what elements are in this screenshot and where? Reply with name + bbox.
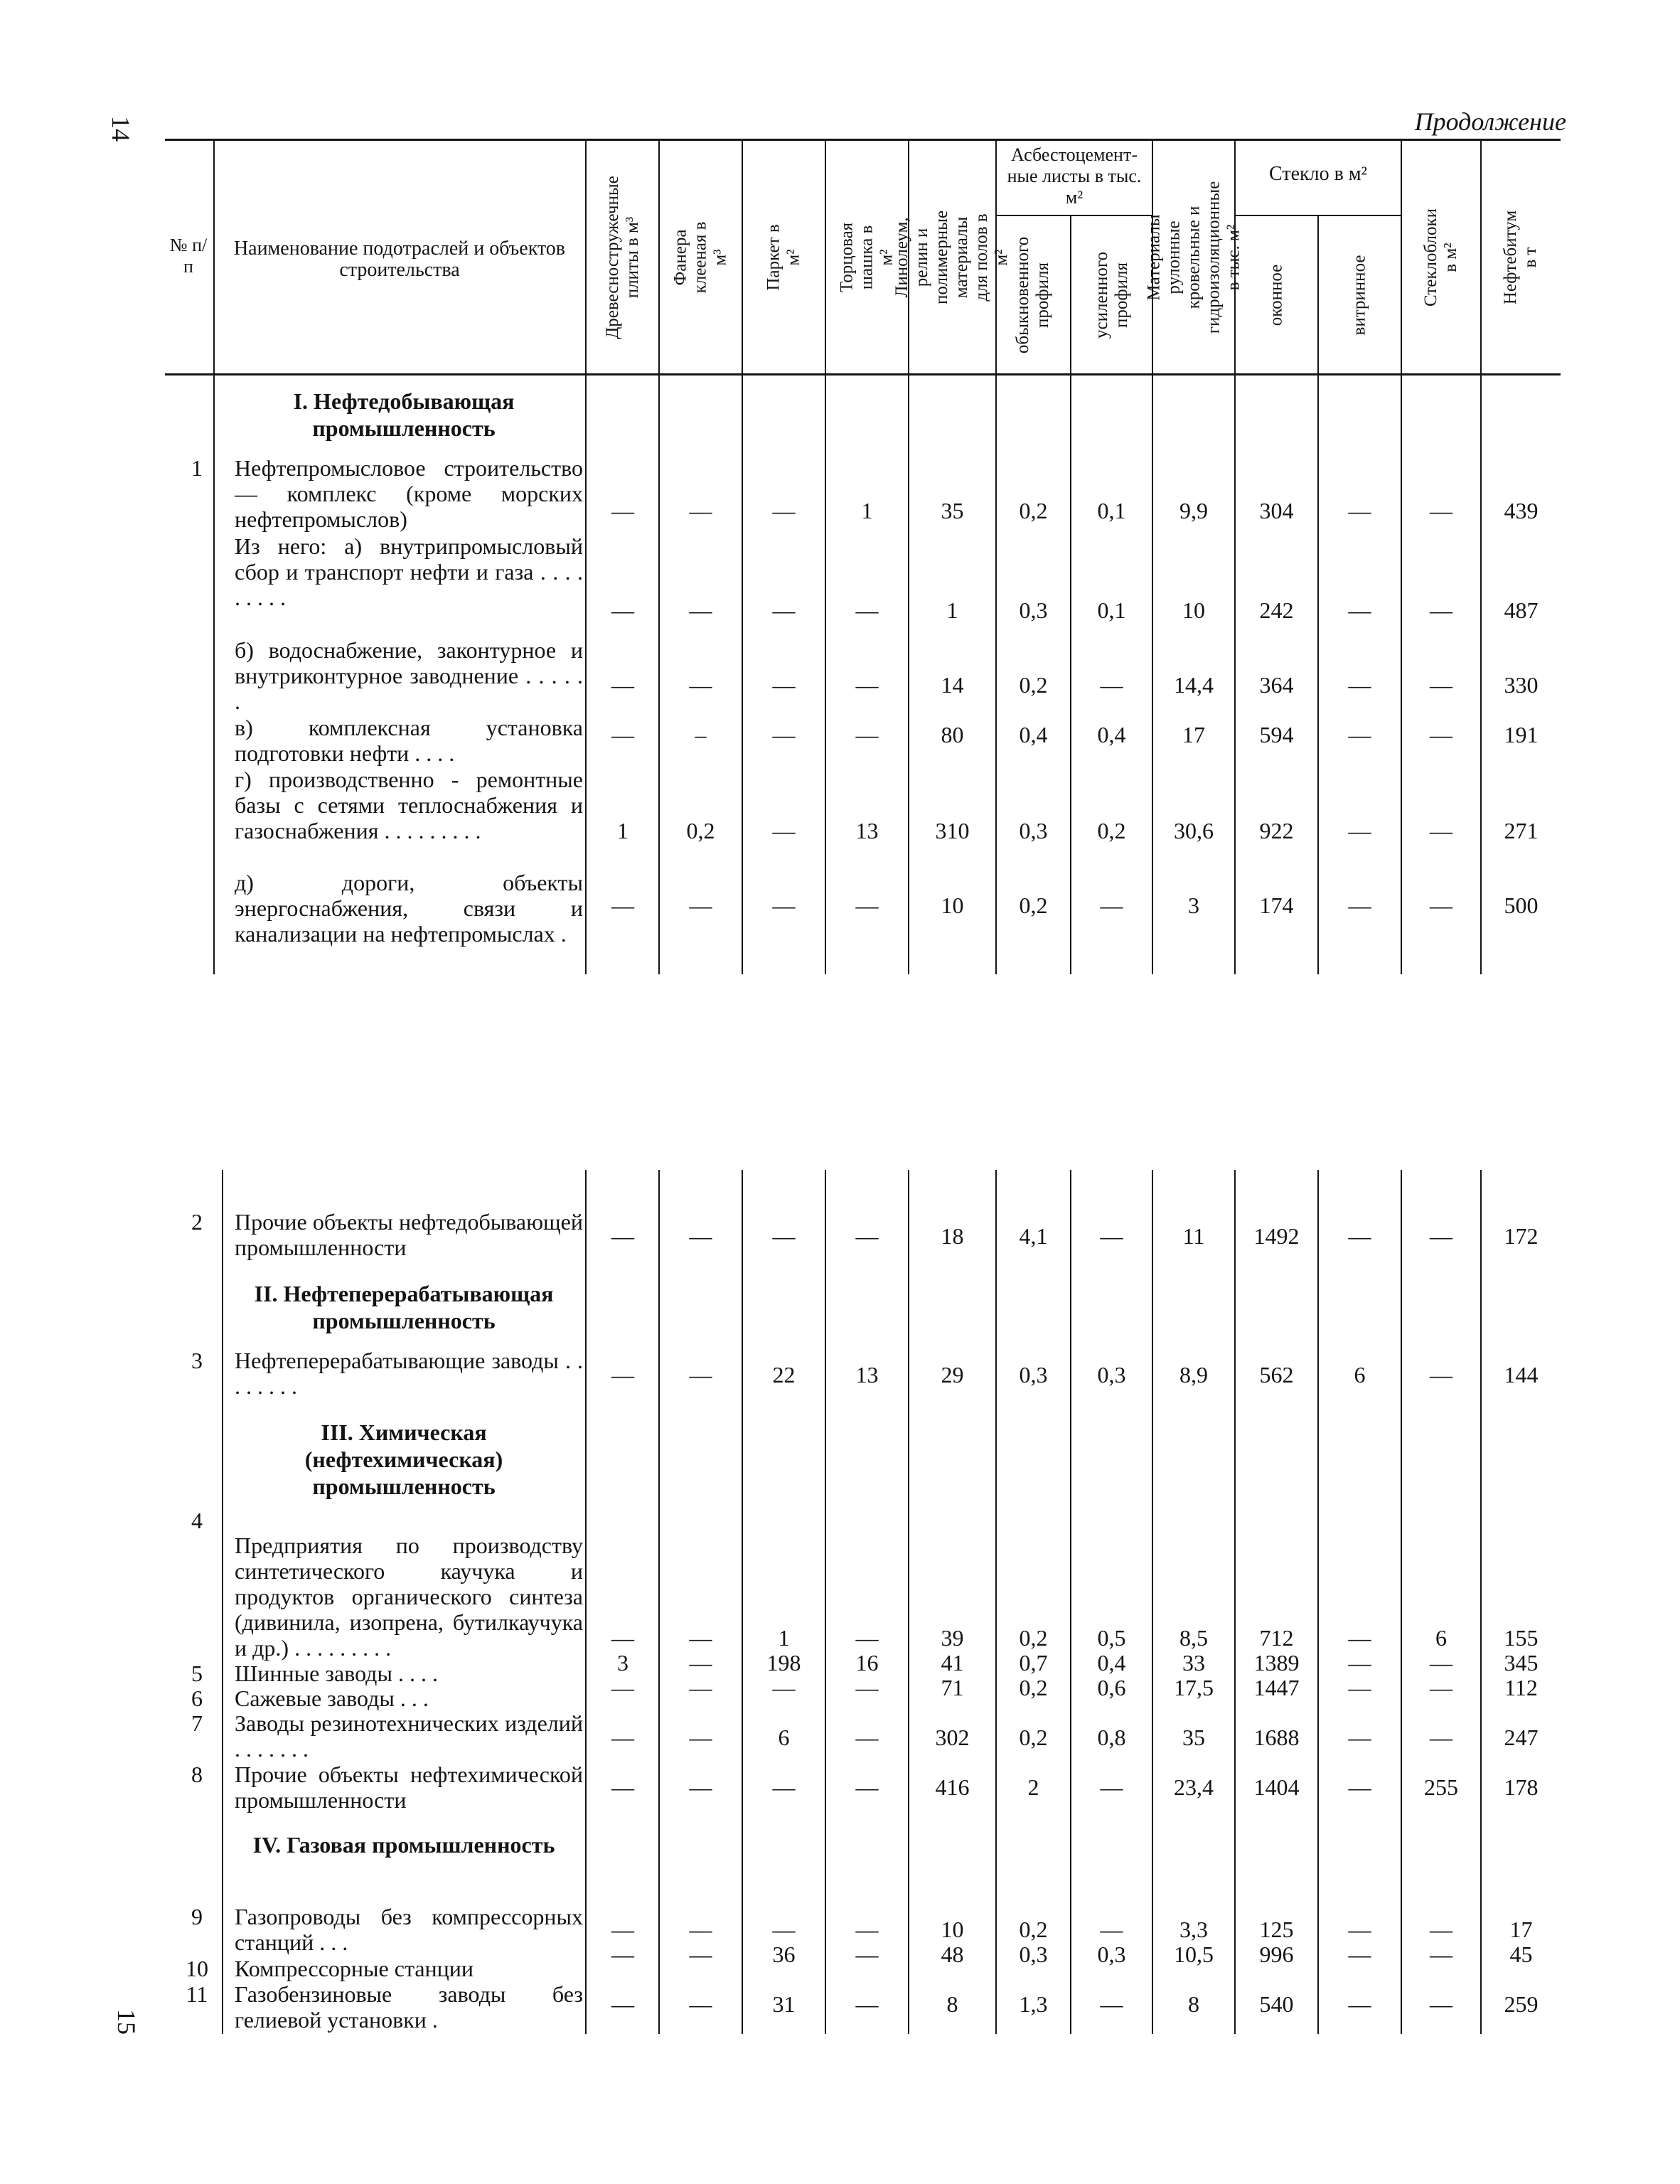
table-cell: 33 [1182, 1650, 1205, 1676]
table-cell: — [689, 1774, 712, 1800]
table-cell: 13 [855, 1362, 879, 1387]
table-cell: — [1348, 1725, 1371, 1750]
table-cell: 36 [772, 1941, 796, 1967]
table-cell: 0,4 [1097, 722, 1126, 747]
table-cell: — [1100, 1917, 1123, 1942]
row-name: Нефтеперерабатывающие заводы . . . . . . . . [235, 1348, 583, 1399]
table-cell: — [689, 1625, 712, 1651]
row-name: Компрессорные станции [235, 1956, 474, 1981]
table-cell: — [689, 1650, 712, 1676]
table-cell: — [689, 1362, 712, 1387]
header-col-7: усиленного профиля [1091, 251, 1131, 339]
table-cell: — [1100, 1991, 1123, 2017]
table-cell: — [855, 893, 879, 918]
table-cell: — [772, 1917, 796, 1942]
table-cell: 0,5 [1097, 1625, 1126, 1651]
header-col-2: Фанера клееная в м³ [670, 221, 730, 293]
row-name: б) водоснабжение, законтурное и внутриконтурное заводнение . . . . . . [235, 637, 583, 714]
table-cell: — [772, 498, 796, 523]
table-cell: 174 [1259, 893, 1294, 918]
table-cell: 6 [778, 1725, 790, 1750]
table-cell: 1688 [1253, 1725, 1300, 1750]
table-cell: 242 [1259, 597, 1294, 623]
table-cell: — [1348, 1941, 1371, 1967]
table-cell: 17 [1509, 1917, 1533, 1942]
table-cell: — [1348, 1917, 1371, 1942]
section-heading: I. Нефтедобывающая промышленность [293, 388, 515, 441]
header-bottom-rule [165, 373, 1561, 375]
table-cell: — [772, 1774, 796, 1800]
table-cell: 0,3 [1019, 1362, 1048, 1387]
body-vline [995, 1170, 997, 2034]
table-cell: — [855, 1625, 879, 1651]
table-cell: — [855, 1941, 879, 1967]
table-cell: — [1348, 722, 1371, 747]
table-cell: 29 [941, 1362, 964, 1387]
table-cell: — [1348, 1625, 1371, 1651]
table-cell: — [855, 672, 879, 698]
table-cell: 23,4 [1174, 1774, 1214, 1800]
section-heading: III. Химическая (нефтехимическая) промышленность [304, 1419, 503, 1499]
table-cell: — [1430, 1362, 1452, 1387]
hdr-vline [585, 141, 587, 375]
header-col-1: Древесностружечные плиты в м³ [603, 175, 642, 339]
table-cell: 3,3 [1179, 1917, 1208, 1942]
table-cell: — [611, 1917, 634, 1942]
row-number: 2 [191, 1209, 203, 1235]
table-cell: — [855, 1917, 879, 1942]
row-number: 9 [191, 1904, 203, 1929]
table-cell: 0,1 [1097, 597, 1126, 623]
row-name: Сажевые заводы . . . [235, 1685, 429, 1711]
table-cell: 191 [1504, 722, 1539, 747]
table-cell: 35 [1182, 1725, 1205, 1750]
table-cell: — [611, 1991, 634, 2017]
table-cell: — [1348, 1774, 1371, 1800]
table-cell: — [1348, 1991, 1371, 2017]
table-cell: 144 [1504, 1362, 1539, 1387]
table-cell: 1 [861, 498, 873, 523]
table-cell: 198 [766, 1650, 801, 1676]
table-cell: 0,3 [1019, 597, 1048, 623]
header-name: Наименование подотраслей и объектов строительства [233, 238, 566, 281]
table-cell: — [772, 893, 796, 918]
table-cell: — [611, 893, 634, 918]
table-cell: — [689, 1941, 712, 1967]
table-cell: 9,9 [1179, 498, 1208, 523]
table-cell: — [855, 1223, 879, 1249]
row-name: д) дороги, объекты энергоснабжения, связи и канализации на нефтепромыслах . [235, 870, 583, 947]
table-cell: — [1430, 1675, 1452, 1700]
header-asbestos-group: Асбестоцемент-ные листы в тыс. м² [1007, 144, 1142, 208]
header-col-4: Торцовая шашка в м² [837, 222, 897, 292]
table-cell: — [689, 1917, 712, 1942]
table-cell: — [1348, 498, 1371, 523]
row-number: 6 [191, 1685, 203, 1711]
body-vline [1480, 1170, 1482, 2034]
table-cell: 487 [1504, 597, 1539, 623]
table-cell: 14,4 [1174, 672, 1214, 698]
table-cell: — [1348, 818, 1371, 843]
table-cell: — [611, 1725, 634, 1750]
table-cell: — [1430, 1991, 1452, 2017]
table-cell: — [689, 1991, 712, 2017]
header-glass-group: Стекло в м² [1269, 163, 1367, 185]
continuation-label: Продолжение [1414, 107, 1566, 136]
table-cell: — [772, 1675, 796, 1700]
row-number: 10 [186, 1956, 208, 1981]
table-cell: 18 [941, 1223, 964, 1249]
table-cell: — [1100, 1774, 1123, 1800]
table-cell: — [1430, 722, 1452, 747]
table-cell: — [1430, 672, 1452, 698]
row-number: 5 [191, 1661, 203, 1686]
table-cell: 416 [935, 1774, 970, 1800]
table-cell: 22 [772, 1362, 796, 1387]
table-cell: 10 [941, 1917, 964, 1942]
table-cell: 0,2 [1019, 498, 1048, 523]
table-cell: 1389 [1253, 1650, 1300, 1676]
table-cell: 0,3 [1019, 818, 1048, 843]
table-cell: — [1348, 672, 1371, 698]
table-cell: 11 [1182, 1223, 1205, 1249]
table-cell: — [1348, 597, 1371, 623]
table-cell: 0,2 [686, 818, 715, 843]
table-cell: — [855, 722, 879, 747]
right-page-number: 15 [112, 2009, 141, 2035]
table-cell: — [611, 672, 634, 698]
header-col-12: Нефтебитум в т [1501, 210, 1541, 304]
row-name: г) производственно - ремонтные базы с сетями теплоснабжения и газоснабжения . . . . . . . . . [235, 767, 583, 843]
table-cell: 10 [941, 893, 964, 918]
row-name: Нефтепромысловое строительство — комплекс (кроме морских нефтепромыслов) [235, 455, 583, 532]
table-cell: 8,5 [1179, 1625, 1208, 1651]
table-cell: 0,4 [1097, 1650, 1126, 1676]
body-vline [658, 1170, 660, 2034]
table-cell: 0,2 [1019, 1625, 1048, 1651]
table-cell: — [1430, 893, 1452, 918]
body-vline [908, 1170, 909, 2034]
table-cell: 45 [1509, 1941, 1533, 1967]
table-cell: — [611, 1675, 634, 1700]
table-cell: 155 [1504, 1625, 1539, 1651]
header-col-10: витринное [1349, 255, 1369, 335]
table-cell: — [1430, 1223, 1452, 1249]
table-cell: 255 [1424, 1774, 1458, 1800]
table-cell: 996 [1259, 1941, 1294, 1967]
table-cell: 112 [1504, 1675, 1538, 1700]
row-number: 4 [191, 1508, 203, 1533]
table-cell: — [611, 722, 634, 747]
table-cell: 80 [941, 722, 964, 747]
header-col-8: Материалы рулонные кровельные и гидроизоляционные в тыс. м² [1144, 181, 1243, 334]
table-cell: 17 [1182, 722, 1205, 747]
body-vline [585, 375, 587, 974]
row-number: 1 [191, 455, 203, 481]
table-cell: — [689, 672, 712, 698]
table-cell: — [1348, 1650, 1371, 1676]
row-name: Заводы резинотехнических изделий . . . . . . . [235, 1710, 583, 1762]
table-cell: 0,2 [1019, 672, 1048, 698]
table-cell: 304 [1259, 498, 1294, 523]
table-cell: — [689, 1675, 712, 1700]
body-vline [742, 1170, 743, 2034]
table-cell: 0,3 [1019, 1941, 1048, 1967]
table-cell: 8,9 [1179, 1362, 1208, 1387]
table-cell: — [1100, 672, 1123, 698]
table-cell: 594 [1259, 722, 1294, 747]
table-cell: — [772, 722, 796, 747]
table-cell: — [611, 498, 634, 523]
table-cell: — [611, 1625, 634, 1651]
table-cell: 0,3 [1097, 1362, 1126, 1387]
table-cell: 330 [1504, 672, 1539, 698]
table-cell: 6 [1435, 1625, 1447, 1651]
table-cell: 1 [946, 597, 958, 623]
table-cell: 13 [855, 818, 879, 843]
row-number: 3 [191, 1348, 203, 1373]
table-cell: 439 [1504, 498, 1539, 523]
table-cell: 1492 [1253, 1223, 1300, 1249]
table-cell: 8 [946, 1991, 958, 2017]
table-cell: — [855, 597, 879, 623]
table-cell: 0,2 [1097, 818, 1126, 843]
table-cell: 10,5 [1174, 1941, 1214, 1967]
table-cell: 1 [778, 1625, 790, 1651]
table-cell: 712 [1259, 1625, 1294, 1651]
body-vline [825, 1170, 826, 2034]
table-cell: — [1430, 1725, 1452, 1750]
hdr-vline [213, 141, 215, 375]
table-cell: 0,2 [1019, 1725, 1048, 1750]
table-cell: 16 [855, 1650, 879, 1676]
table-cell: 17,5 [1174, 1675, 1214, 1700]
table-cell: — [1430, 1650, 1452, 1676]
table-cell: — [611, 597, 634, 623]
table-cell: – [695, 722, 707, 747]
table-cell: — [1348, 1675, 1371, 1700]
table-cell: — [855, 1675, 879, 1700]
table-cell: — [611, 1941, 634, 1967]
table-cell: 35 [941, 498, 964, 523]
table-cell: 1447 [1253, 1675, 1300, 1700]
header-col-11: Стеклоблоки в м² [1421, 208, 1460, 307]
table-cell: 922 [1259, 818, 1294, 843]
table-cell: — [772, 672, 796, 698]
table-cell: 540 [1259, 1991, 1294, 2017]
table-cell: — [689, 1223, 712, 1249]
table-cell: — [611, 1362, 634, 1387]
table-cell: 48 [941, 1941, 964, 1967]
table-cell: 0,2 [1019, 1675, 1048, 1700]
table-cell: 178 [1504, 1774, 1539, 1800]
table-cell: 31 [772, 1991, 796, 2017]
row-name: Из него: а) внутрипромысловый сбор и транспорт нефти и газа . . . . . . . . . [235, 533, 583, 610]
table-cell: — [1430, 498, 1452, 523]
table-cell: 247 [1504, 1725, 1539, 1750]
body-vline [1152, 1170, 1153, 2034]
table-cell: 1,3 [1019, 1991, 1048, 2017]
table-cell: — [1348, 893, 1371, 918]
table-cell: 125 [1259, 1917, 1294, 1942]
table-cell: — [689, 1725, 712, 1750]
row-name: Предприятия по производству синтетического каучука и продуктов органического синтеза (дивинила, изопрена, бутилкаучука и др.) . . . . . . . . . [235, 1533, 583, 1661]
table-cell: 0,3 [1097, 1941, 1126, 1967]
table-cell: — [1100, 1223, 1123, 1249]
header-col-6: обыкновенного профиля [1013, 236, 1053, 353]
body-vline [1070, 1170, 1071, 2034]
table-cell: 0,1 [1097, 498, 1126, 523]
table-cell: — [855, 1774, 879, 1800]
table-cell: 364 [1259, 672, 1294, 698]
table-cell: 71 [941, 1675, 964, 1700]
table-cell: — [1100, 893, 1123, 918]
left-page-number: 14 [107, 116, 135, 142]
table-cell: — [689, 597, 712, 623]
table-cell: 3 [1188, 893, 1199, 918]
body-vline [585, 1170, 587, 2034]
table-cell: 0,7 [1019, 1650, 1048, 1676]
table-cell: 10 [1182, 597, 1205, 623]
table-cell: — [772, 818, 796, 843]
table-cell: 0,2 [1019, 1917, 1048, 1942]
table-cell: — [611, 1774, 634, 1800]
table-cell: 14 [941, 672, 964, 698]
header-num: № п/п [169, 235, 208, 277]
table-cell: 345 [1504, 1650, 1539, 1676]
row-name: Прочие объекты нефтедобывающей промышленности [235, 1209, 583, 1260]
row-number: 11 [186, 1981, 208, 2007]
table-cell: 302 [935, 1725, 970, 1750]
header-col-9: оконное [1266, 264, 1286, 326]
row-name: Шинные заводы . . . . [235, 1661, 438, 1686]
table-cell: — [855, 1991, 879, 2017]
table-cell: — [1430, 1941, 1452, 1967]
table-cell: 30,6 [1174, 818, 1214, 843]
table-cell: — [611, 1223, 634, 1249]
table-cell: 0,4 [1019, 722, 1048, 747]
table-cell: 41 [941, 1650, 964, 1676]
table-cell: 39 [941, 1625, 964, 1651]
table-cell: 4,1 [1019, 1223, 1048, 1249]
table-cell: 500 [1504, 893, 1539, 918]
table-cell: — [855, 1725, 879, 1750]
header-col-5: Линолеум, релин и полимерные материалы для полов в м² [892, 210, 1012, 304]
table-cell: — [1430, 597, 1452, 623]
row-number: 7 [191, 1710, 203, 1736]
table-cell: 259 [1504, 1991, 1539, 2017]
row-name: Газобензиновые заводы без гелиевой установки . [235, 1981, 583, 2033]
table-cell: — [772, 1223, 796, 1249]
table-cell: — [1430, 818, 1452, 843]
table-cell: — [772, 597, 796, 623]
table-cell: — [689, 498, 712, 523]
table-cell: 0,6 [1097, 1675, 1126, 1700]
table-cell: 1 [617, 818, 628, 843]
table-cell: — [1348, 1223, 1371, 1249]
table-cell: 0,8 [1097, 1725, 1126, 1750]
row-name: в) комплексная установка подготовки нефти . . . . [235, 715, 583, 766]
table-cell: 0,2 [1019, 893, 1048, 918]
table-cell: 8 [1188, 1991, 1199, 2017]
section-heading: II. Нефтеперерабатывающая промышленность [254, 1281, 554, 1333]
section-heading: IV. Газовая промышленность [252, 1832, 555, 1858]
table-cell: 3 [617, 1650, 628, 1676]
table-cell: 562 [1259, 1362, 1294, 1387]
table-cell: 6 [1354, 1362, 1366, 1387]
row-name: Прочие объекты нефтехимической промышленности [235, 1762, 583, 1813]
row-name: Газопроводы без компрессорных станций . . . [235, 1904, 583, 1955]
header-col-3: Паркет в м² [764, 223, 803, 291]
table-cell: 172 [1504, 1223, 1539, 1249]
body-vline [1317, 1170, 1319, 2034]
table-cell: — [689, 893, 712, 918]
body-vline [1401, 1170, 1402, 2034]
row-number: 8 [191, 1762, 203, 1787]
table-cell: 1404 [1253, 1774, 1300, 1800]
body-vline [222, 1170, 223, 2034]
table-cell: 310 [935, 818, 970, 843]
table-cell: — [1430, 1917, 1452, 1942]
body-vline [1234, 1170, 1236, 2034]
table-cell: 271 [1504, 818, 1539, 843]
table-cell: 2 [1027, 1774, 1039, 1800]
